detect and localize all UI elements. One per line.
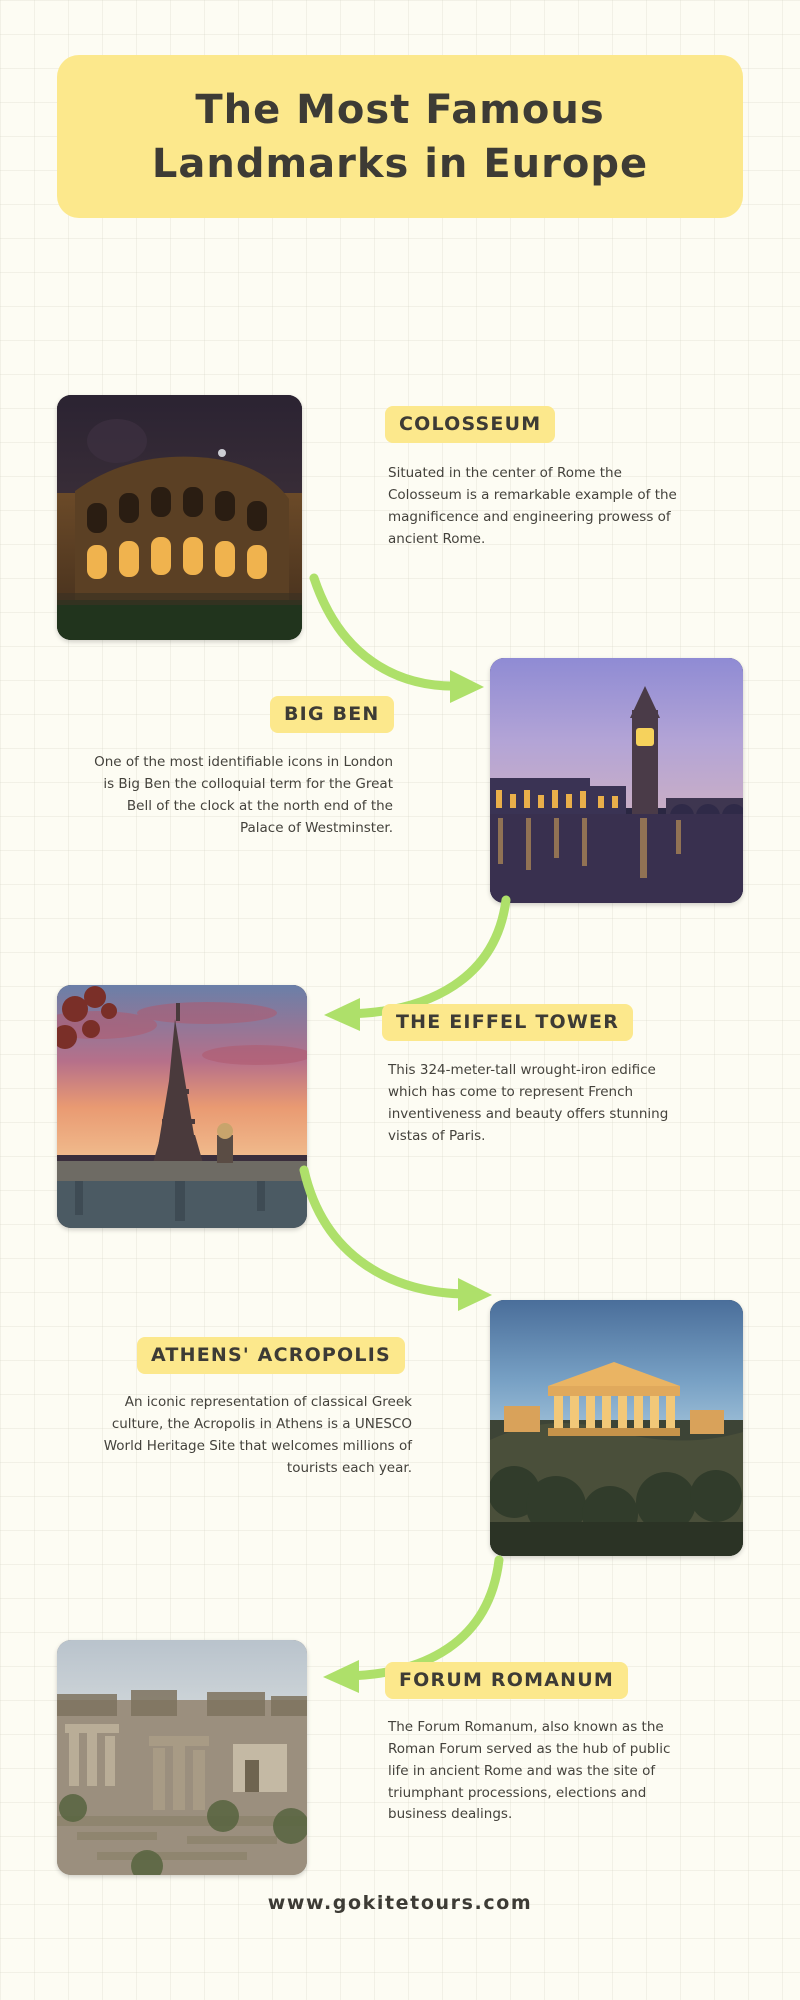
image-eiffel-tower — [57, 985, 307, 1228]
text-forum-romanum: The Forum Romanum, also known as the Roman Forum served as the hub of public life in ancient Rome and was the site of triumphant processions, elections and business dealings. — [388, 1719, 671, 1823]
forum-illustration — [57, 1640, 307, 1875]
label-forum-romanum: FORUM ROMANUM — [385, 1662, 628, 1699]
image-forum-romanum — [57, 1640, 307, 1875]
text-eiffel-tower: This 324-meter-tall wrought-iron edifice which has come to represent French inventiveness and beauty offers stunning vistas of Paris. — [388, 1062, 669, 1144]
label-eiffel-tower: THE EIFFEL TOWER — [382, 1004, 633, 1041]
eiffel-illustration — [57, 985, 307, 1228]
text-big-ben: One of the most identifiable icons in London is Big Ben the colloquial term for the Great Bell of the clock at the north end of the Palace of Westminster. — [94, 754, 393, 836]
text-colosseum: Situated in the center of Rome the Colosseum is a remarkable example of the magnificence and engineering prowess of ancient Rome. — [388, 465, 677, 547]
acropolis-illustration — [490, 1300, 743, 1556]
footer-website[interactable]: www.gokitetours.com — [267, 1892, 533, 1914]
label-big-ben: BIG BEN — [270, 696, 394, 733]
label-colosseum: COLOSSEUM — [385, 406, 555, 443]
title-card — [57, 55, 743, 218]
arrow-eiffel-to-acropolis — [290, 1160, 520, 1320]
text-acropolis: An iconic representation of classical Greek culture, the Acropolis in Athens is a UNESCO World Heritage Site that welcomes millions of tourists each year. — [103, 1394, 412, 1476]
page-title: The Most Famous Landmarks in Europe — [151, 86, 649, 187]
image-acropolis — [490, 1300, 743, 1556]
big-ben-illustration — [490, 658, 743, 903]
colosseum-illustration — [57, 395, 302, 640]
image-colosseum — [57, 395, 302, 640]
label-acropolis: ATHENS' ACROPOLIS — [137, 1337, 405, 1374]
arrow-colosseum-to-bigben — [300, 570, 510, 710]
image-big-ben — [490, 658, 743, 903]
